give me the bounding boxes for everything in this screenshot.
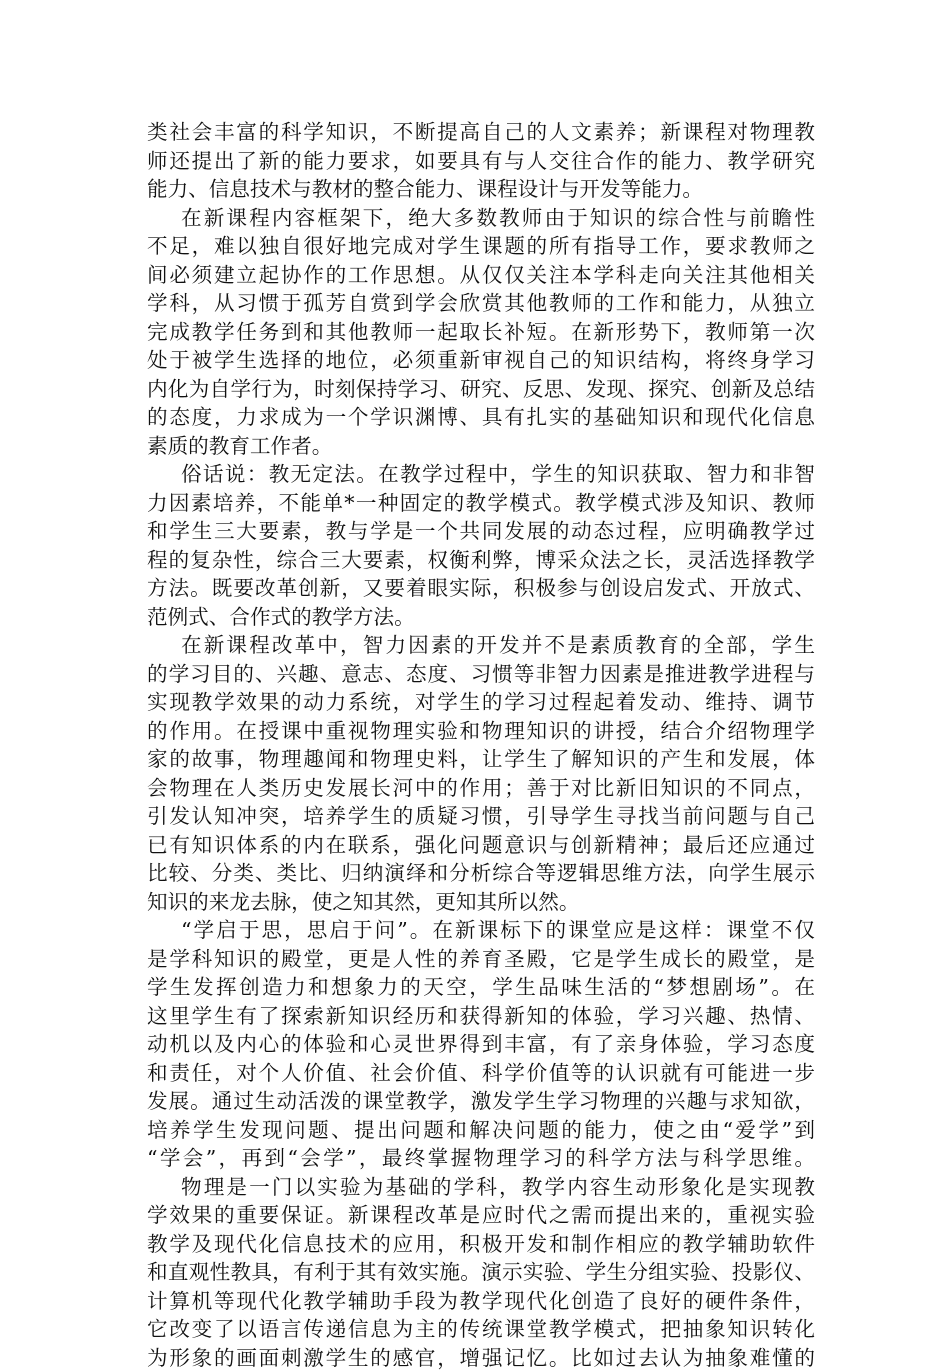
text-line: 类社会丰富的科学知识，不断提高自己的人文素养；新课程对物理教	[147, 118, 815, 147]
text-line: 是学科知识的殿堂，更是人性的养育圣殿，它是学生成长的殿堂，是	[147, 945, 815, 974]
text-line: 这里学生有了探索新知识经历和获得新知的体验，学习兴趣、热情、	[147, 1002, 815, 1031]
text-line: 家的故事，物理趣闻和物理史料，让学生了解知识的产生和发展，体	[147, 745, 815, 774]
text-line: 发展。通过生动活泼的课堂教学，激发学生学习物理的兴趣与求知欲，	[147, 1087, 815, 1116]
text-line: 实现教学效果的动力系统，对学生的学习过程起着发动、维持、调节	[147, 688, 815, 717]
text-line: 完成教学任务到和其他教师一起取长补短。在新形势下，教师第一次	[147, 318, 815, 347]
text-line: 范例式、合作式的教学方法。	[147, 603, 815, 632]
text-line: 在新课程改革中，智力因素的开发并不是素质教育的全部，学生	[147, 631, 815, 660]
text-line: 素质的教育工作者。	[147, 432, 815, 461]
text-line: 知识的来龙去脉，使之知其然，更知其所以然。	[147, 888, 815, 917]
text-line: 的学习目的、兴趣、意志、态度、习惯等非智力因素是推进教学进程与	[147, 660, 815, 689]
text-line: 比较、分类、类比、归纳演绎和分析综合等逻辑思维方法，向学生展示	[147, 859, 815, 888]
text-line: 已有知识体系的内在联系，强化问题意识与创新精神；最后还应通过	[147, 831, 815, 860]
text-line: 在新课程内容框架下，绝大多数教师由于知识的综合性与前瞻性	[147, 204, 815, 233]
text-line: 学效果的重要保证。新课程改革是应时代之需而提出来的，重视实验	[147, 1201, 815, 1230]
text-line: 力因素培养，不能单*一种固定的教学模式。教学模式涉及知识、教师	[147, 489, 815, 518]
text-line: 为形象的画面刺激学生的感官，增强记忆。比如过去认为抽象难懂的	[147, 1344, 815, 1372]
text-line: “学会”，再到“会学”，最终掌握物理学习的科学方法与科学思维。	[147, 1144, 815, 1173]
text-line: 处于被学生选择的地位，必须重新审视自己的知识结构，将终身学习	[147, 346, 815, 375]
paragraph-6	[147, 1173, 815, 1372]
text-line: 不足，难以独自很好地完成对学生课题的所有指导工作，要求教师之	[147, 232, 815, 261]
text-line: 会物理在人类历史发展长河中的作用；善于对比新旧知识的不同点，	[147, 774, 815, 803]
text-line: 引发认知冲突，培养学生的质疑习惯，引导学生寻找当前问题与自己	[147, 802, 815, 831]
text-line: 方法。既要改革创新，又要着眼实际，积极参与创设启发式、开放式、	[147, 574, 815, 603]
paragraph-5	[147, 916, 815, 1173]
text-line: 学生发挥创造力和想象力的天空，学生品味生活的“梦想剧场”。在	[147, 973, 815, 1002]
text-line: 和责任，对个人价值、社会价值、科学价值等的认识就有可能进一步	[147, 1059, 815, 1088]
text-line: “学启于思，思启于问”。在新课标下的课堂应是这样：课堂不仅	[147, 916, 815, 945]
text-line: 俗话说：教无定法。在教学过程中，学生的知识获取、智力和非智	[147, 460, 815, 489]
text-line: 和直观性教具，有利于其有效实施。演示实验、学生分组实验、投影仪、	[147, 1258, 815, 1287]
text-line: 内化为自学行为，时刻保持学习、研究、反思、发现、探究、创新及总结	[147, 375, 815, 404]
text-line: 和学生三大要素，教与学是一个共同发展的动态过程，应明确教学过	[147, 517, 815, 546]
paragraph-3	[147, 460, 815, 631]
text-line: 能力、信息技术与教材的整合能力、课程设计与开发等能力。	[147, 175, 815, 204]
text-line: 计算机等现代化教学辅助手段为教学现代化创造了良好的硬件条件，	[147, 1287, 815, 1316]
text-line: 培养学生发现问题、提出问题和解决问题的能力，使之由“爱学”到	[147, 1116, 815, 1145]
text-line: 它改变了以语言传递信息为主的传统课堂教学模式，把抽象知识转化	[147, 1315, 815, 1344]
text-line: 间必须建立起协作的工作思想。从仅仅关注本学科走向关注其他相关	[147, 261, 815, 290]
text-line: 师还提出了新的能力要求，如要具有与人交往合作的能力、教学研究	[147, 147, 815, 176]
text-line: 动机以及内心的体验和心灵世界得到丰富，有了亲身体验，学习态度	[147, 1030, 815, 1059]
text-line: 教学及现代化信息技术的应用，积极开发和制作相应的教学辅助软件	[147, 1230, 815, 1259]
text-line: 物理是一门以实验为基础的学科，教学内容生动形象化是实现教	[147, 1173, 815, 1202]
text-line: 的作用。在授课中重视物理实验和物理知识的讲授，结合介绍物理学	[147, 717, 815, 746]
paragraph-2	[147, 204, 815, 461]
body-text	[147, 118, 815, 1372]
text-line: 程的复杂性，综合三大要素，权衡利弊，博采众法之长，灵活选择教学	[147, 546, 815, 575]
paragraph-4	[147, 631, 815, 916]
paragraph-1	[147, 118, 815, 204]
text-line: 学科，从习惯于孤芳自赏到学会欣赏其他教师的工作和能力，从独立	[147, 289, 815, 318]
text-line: 的态度，力求成为一个学识渊博、具有扎实的基础知识和现代化信息	[147, 403, 815, 432]
